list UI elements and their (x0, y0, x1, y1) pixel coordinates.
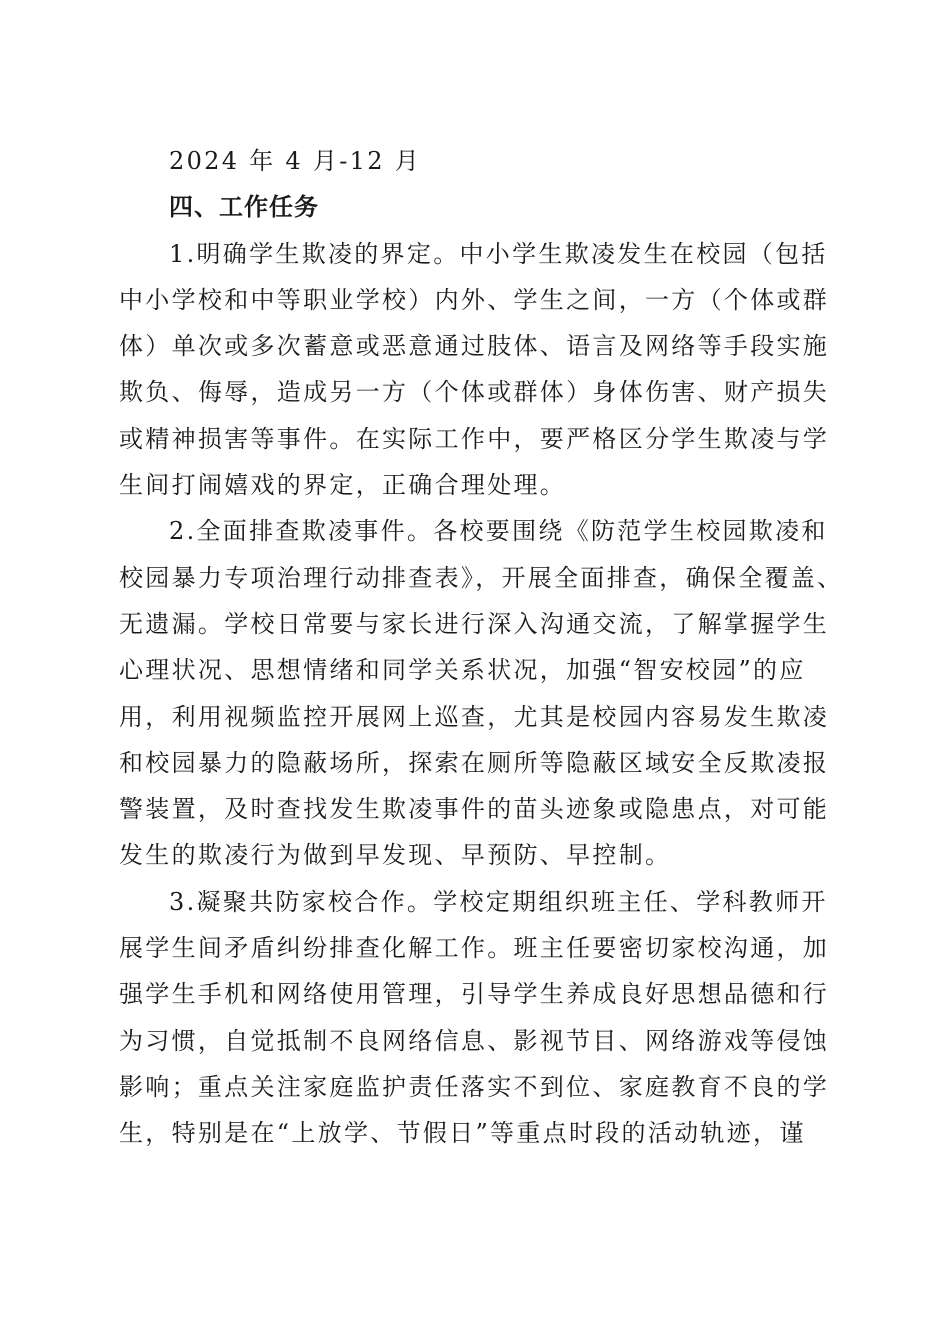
paragraph-line: 为习惯，自觉抵制不良网络信息、影视节目、网络游戏等侵蚀 (119, 1026, 830, 1055)
paragraph-line: 警装置，及时查找发生欺凌事件的苗头迹象或隐患点，对可能 (119, 795, 830, 824)
paragraph-line: 用，利用视频监控开展网上巡查，尤其是校园内容易发生欺凌 (119, 702, 830, 731)
paragraph-line: 影响；重点关注家庭监护责任落实不到位、家庭教育不良的学 (119, 1072, 830, 1101)
paragraph-line: 无遗漏。学校日常要与家长进行深入沟通交流，了解掌握学生 (119, 609, 830, 638)
document-body (119, 138, 844, 1157)
paragraph-line: 生间打闹嬉戏的界定，正确合理处理。 (119, 471, 567, 500)
paragraph-line: 欺负、侮辱，造成另一方（个体或群体）身体伤害、财产损失 (119, 378, 830, 407)
paragraph-line: 校园暴力专项治理行动排查表》，开展全面排查，确保全覆盖、 (119, 563, 844, 592)
paragraph-3 (119, 879, 831, 1157)
paragraph-2 (119, 508, 844, 878)
paragraph-line: 体）单次或多次蓄意或恶意通过肢体、语言及网络等手段实施 (119, 332, 830, 361)
paragraph-line: 生，特别是在“上放学、节假日”等重点时段的活动轨迹，谨 (119, 1119, 806, 1148)
paragraph-1 (119, 231, 831, 509)
date-line: 2024 年 4 月-12 月 (169, 147, 422, 175)
paragraph-line: 3.凝聚共防家校合作。学校定期组织班主任、学科教师开 (169, 887, 828, 916)
paragraph-line: 展学生间矛盾纠纷排查化解工作。班主任要密切家校沟通，加 (119, 934, 830, 963)
paragraph-line: 2.全面排查欺凌事件。各校要围绕《防范学生校园欺凌和 (169, 517, 828, 546)
paragraph-line: 心理状况、思想情绪和同学关系状况，加强“智安校园”的应 (119, 656, 806, 685)
paragraph-line: 发生的欺凌行为做到早发现、早预防、早控制。 (119, 841, 672, 870)
paragraph-line: 中小学校和中等职业学校）内外、学生之间，一方（个体或群 (119, 285, 830, 314)
paragraph-line: 强学生手机和网络使用管理，引导学生养成良好思想品德和行 (119, 980, 830, 1009)
section-heading: 四、工作任务 (169, 193, 319, 222)
paragraph-line: 1.明确学生欺凌的界定。中小学生欺凌发生在校园（包括 (169, 239, 828, 268)
paragraph-line: 或精神损害等事件。在实际工作中，要严格区分学生欺凌与学 (119, 424, 830, 453)
paragraph-line: 和校园暴力的隐蔽场所，探索在厕所等隐蔽区域安全反欺凌报 (119, 748, 830, 777)
